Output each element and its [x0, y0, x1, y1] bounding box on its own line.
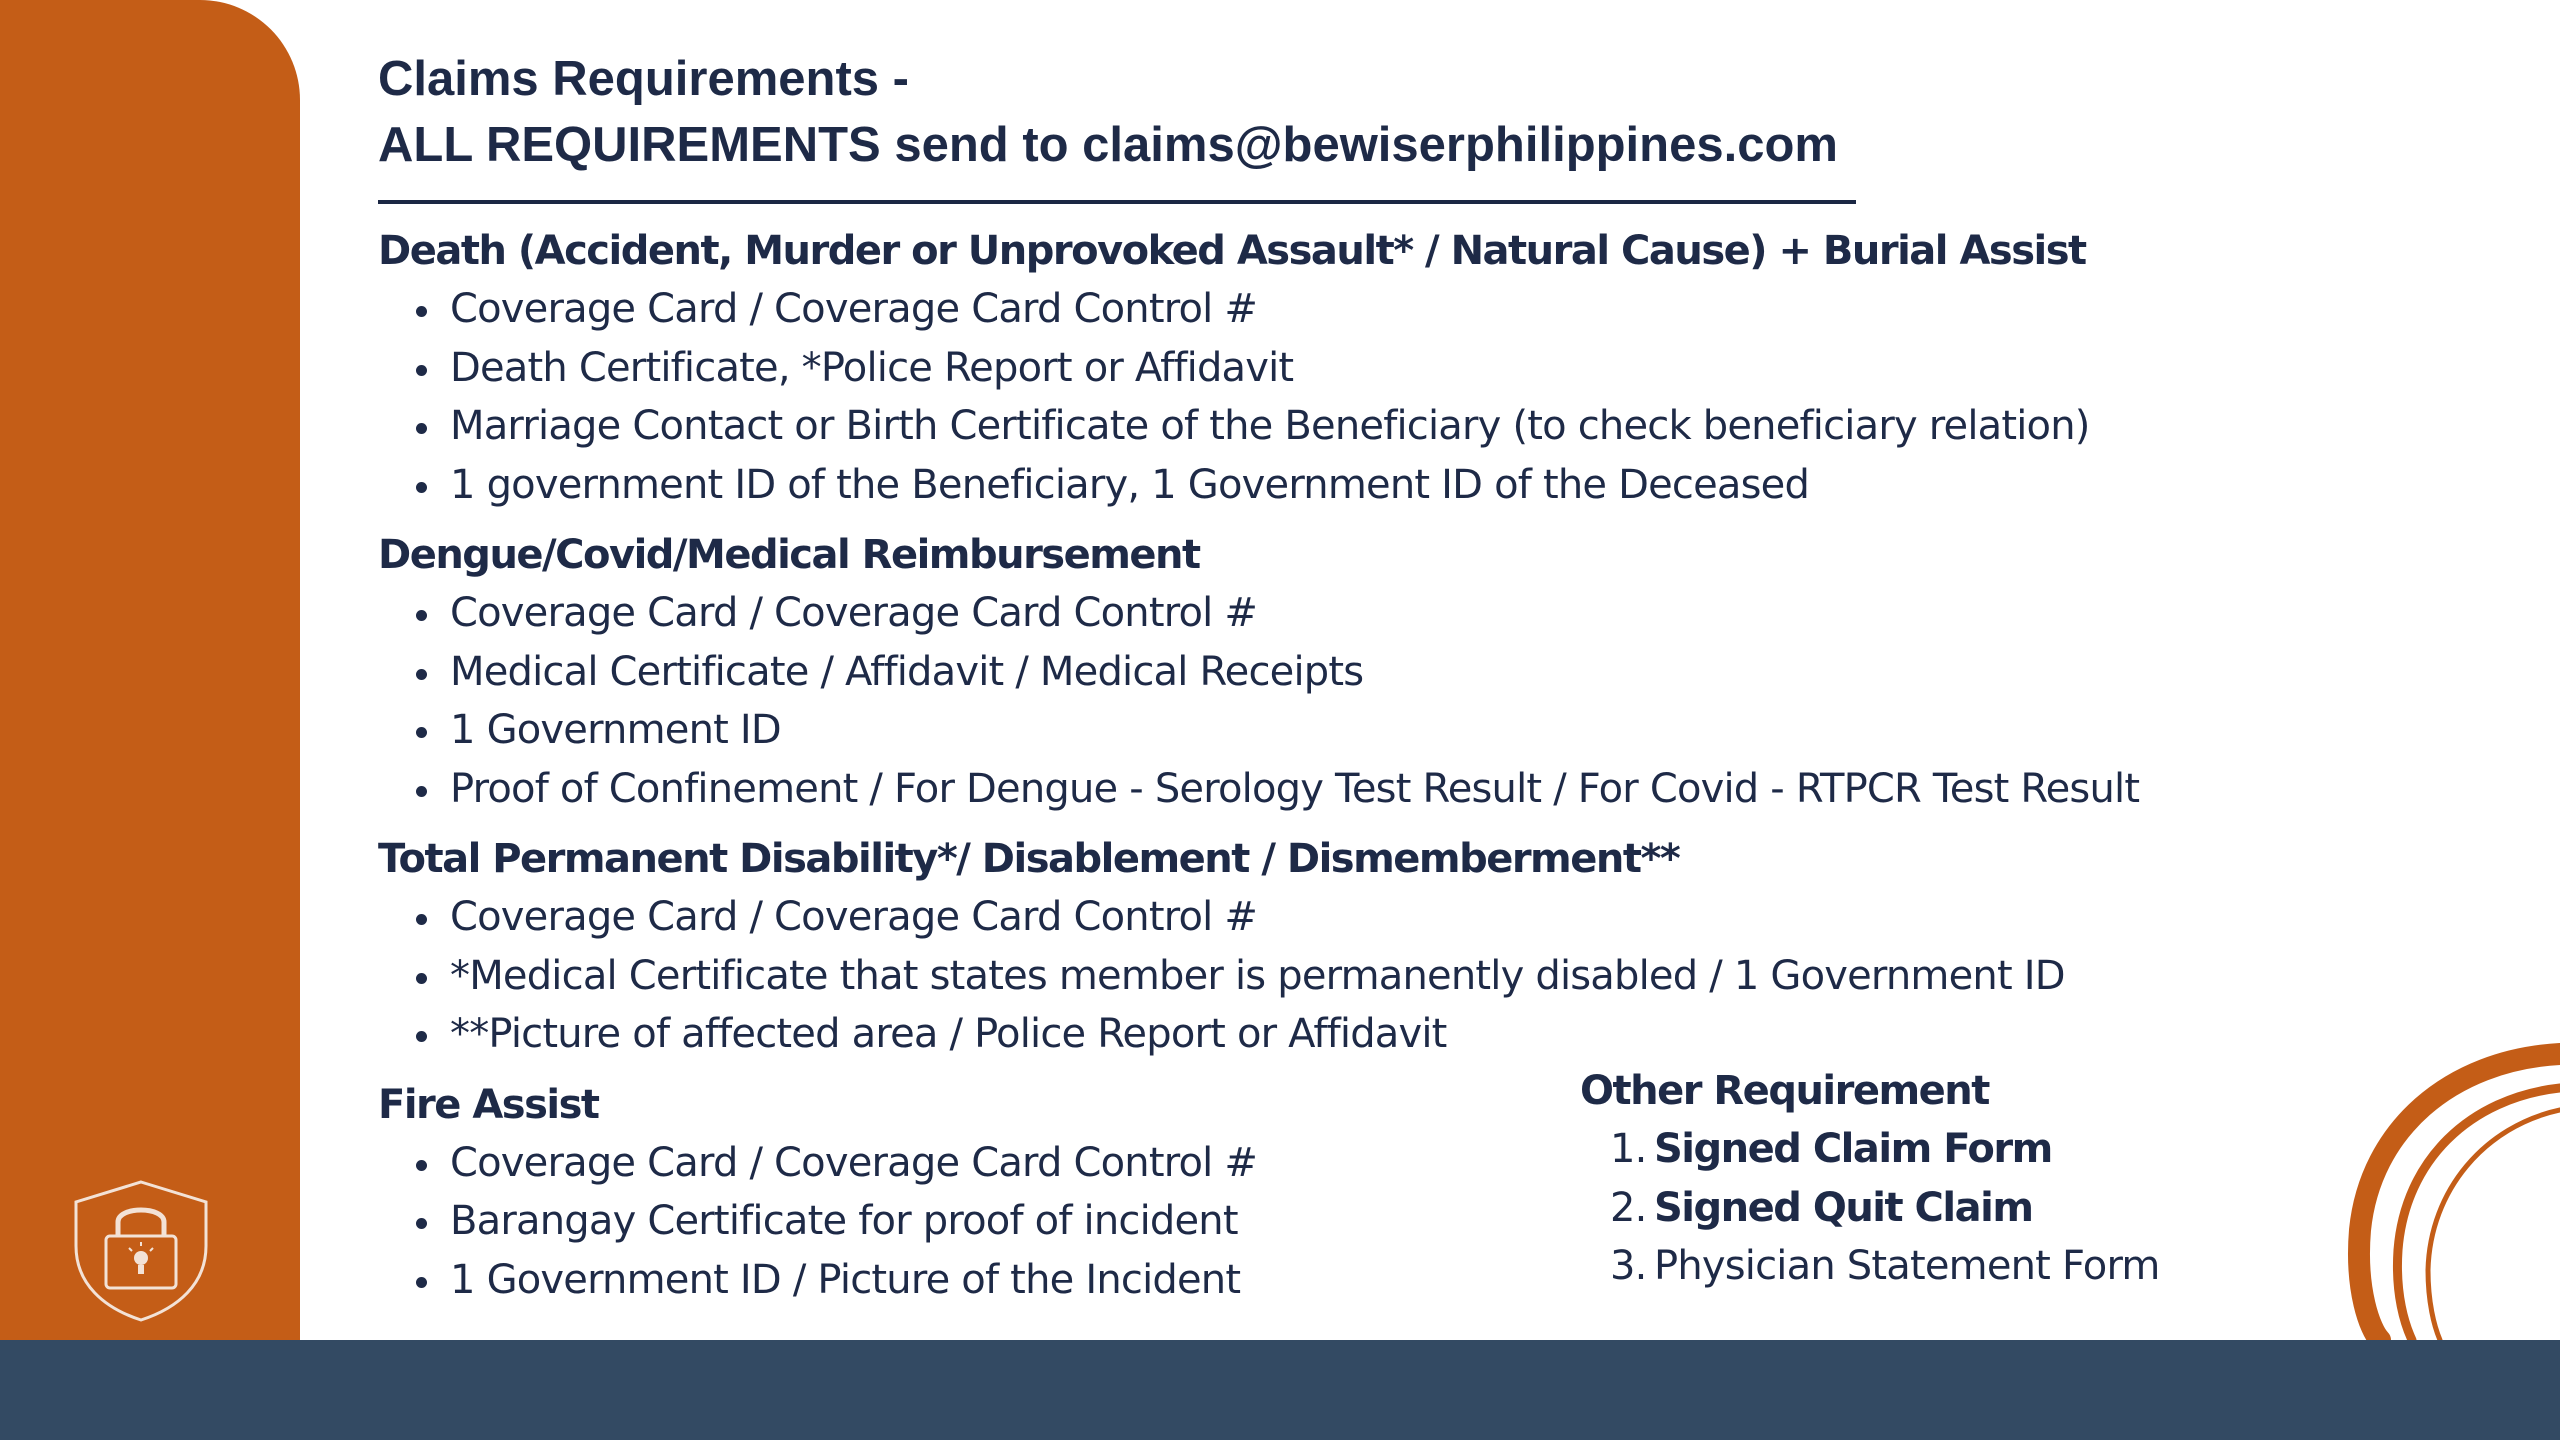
bullet-icon — [416, 1218, 427, 1229]
shield-lock-icon — [66, 1178, 216, 1324]
list-item: Barangay Certificate for proof of incident — [378, 1192, 2178, 1251]
bullet-icon — [416, 423, 427, 434]
page-header — [378, 46, 1878, 178]
bullet-icon — [416, 914, 427, 925]
list-item: 1 Government ID — [378, 701, 2178, 760]
footer-bar — [0, 1340, 2560, 1440]
section-title: Other Requirement — [1580, 1068, 1989, 1114]
left-accent-panel — [0, 0, 300, 1340]
bullet-icon — [416, 669, 427, 680]
list-item: 1. Signed Claim Form — [1610, 1126, 2052, 1172]
list-item: Death Certificate, *Police Report or Affidavit — [378, 339, 2178, 398]
bullet-icon — [416, 610, 427, 621]
list-item: 2. Signed Quit Claim — [1610, 1184, 2033, 1231]
bullet-icon — [416, 1277, 427, 1288]
section-title: Dengue/Covid/Medical Reimbursement — [378, 532, 1200, 578]
list-item: Proof of Confinement / For Dengue - Serology Test Result / For Covid - RTPCR Test Result — [378, 760, 2178, 819]
section-death — [378, 222, 2178, 514]
bullet-icon — [416, 1160, 427, 1171]
list-item: Medical Certificate / Affidavit / Medical Receipts — [378, 643, 2178, 702]
section-title: Total Permanent Disability*/ Disablement / Dismemberment** — [378, 836, 1680, 882]
list-item: 1 government ID of the Beneficiary, 1 Government ID of the Deceased — [378, 456, 2178, 515]
section-disability — [378, 830, 2178, 1064]
decorative-swirl — [2300, 1040, 2560, 1340]
list-item: Coverage Card / Coverage Card Control # — [378, 280, 2178, 339]
bullet-icon — [416, 1031, 427, 1042]
list-item: Coverage Card / Coverage Card Control # — [378, 888, 2178, 947]
bullet-icon — [416, 306, 427, 317]
list-item: 1 Government ID / Picture of the Incident — [378, 1251, 2178, 1310]
list-item: *Medical Certificate that states member is permanently disabled / 1 Government ID — [378, 947, 2178, 1006]
bullet-icon — [416, 727, 427, 738]
list-item: 3. Physician Statement Form — [1610, 1243, 2160, 1289]
list-item: Marriage Contact or Birth Certificate of the Beneficiary (to check beneficiary relation) — [378, 397, 2178, 456]
bullet-icon — [416, 973, 427, 984]
section-title: Death (Accident, Murder or Unprovoked Assault* / Natural Cause) + Burial Assist — [378, 228, 2086, 274]
header-divider — [378, 200, 1856, 204]
header-email-line: ALL REQUIREMENTS send to claims@bewiserphilippines.com — [378, 118, 1838, 172]
bullet-icon — [416, 786, 427, 797]
list-item: Coverage Card / Coverage Card Control # — [378, 1134, 2178, 1193]
header-title: Claims Requirements - — [378, 52, 909, 106]
section-title: Fire Assist — [378, 1081, 599, 1128]
bullet-icon — [416, 482, 427, 493]
list-item: Coverage Card / Coverage Card Control # — [378, 584, 2178, 643]
list-item: **Picture of affected area / Police Report or Affidavit — [378, 1005, 2178, 1064]
bullet-icon — [416, 365, 427, 376]
section-medical — [378, 526, 2178, 818]
other-requirements — [1580, 1062, 2280, 1296]
